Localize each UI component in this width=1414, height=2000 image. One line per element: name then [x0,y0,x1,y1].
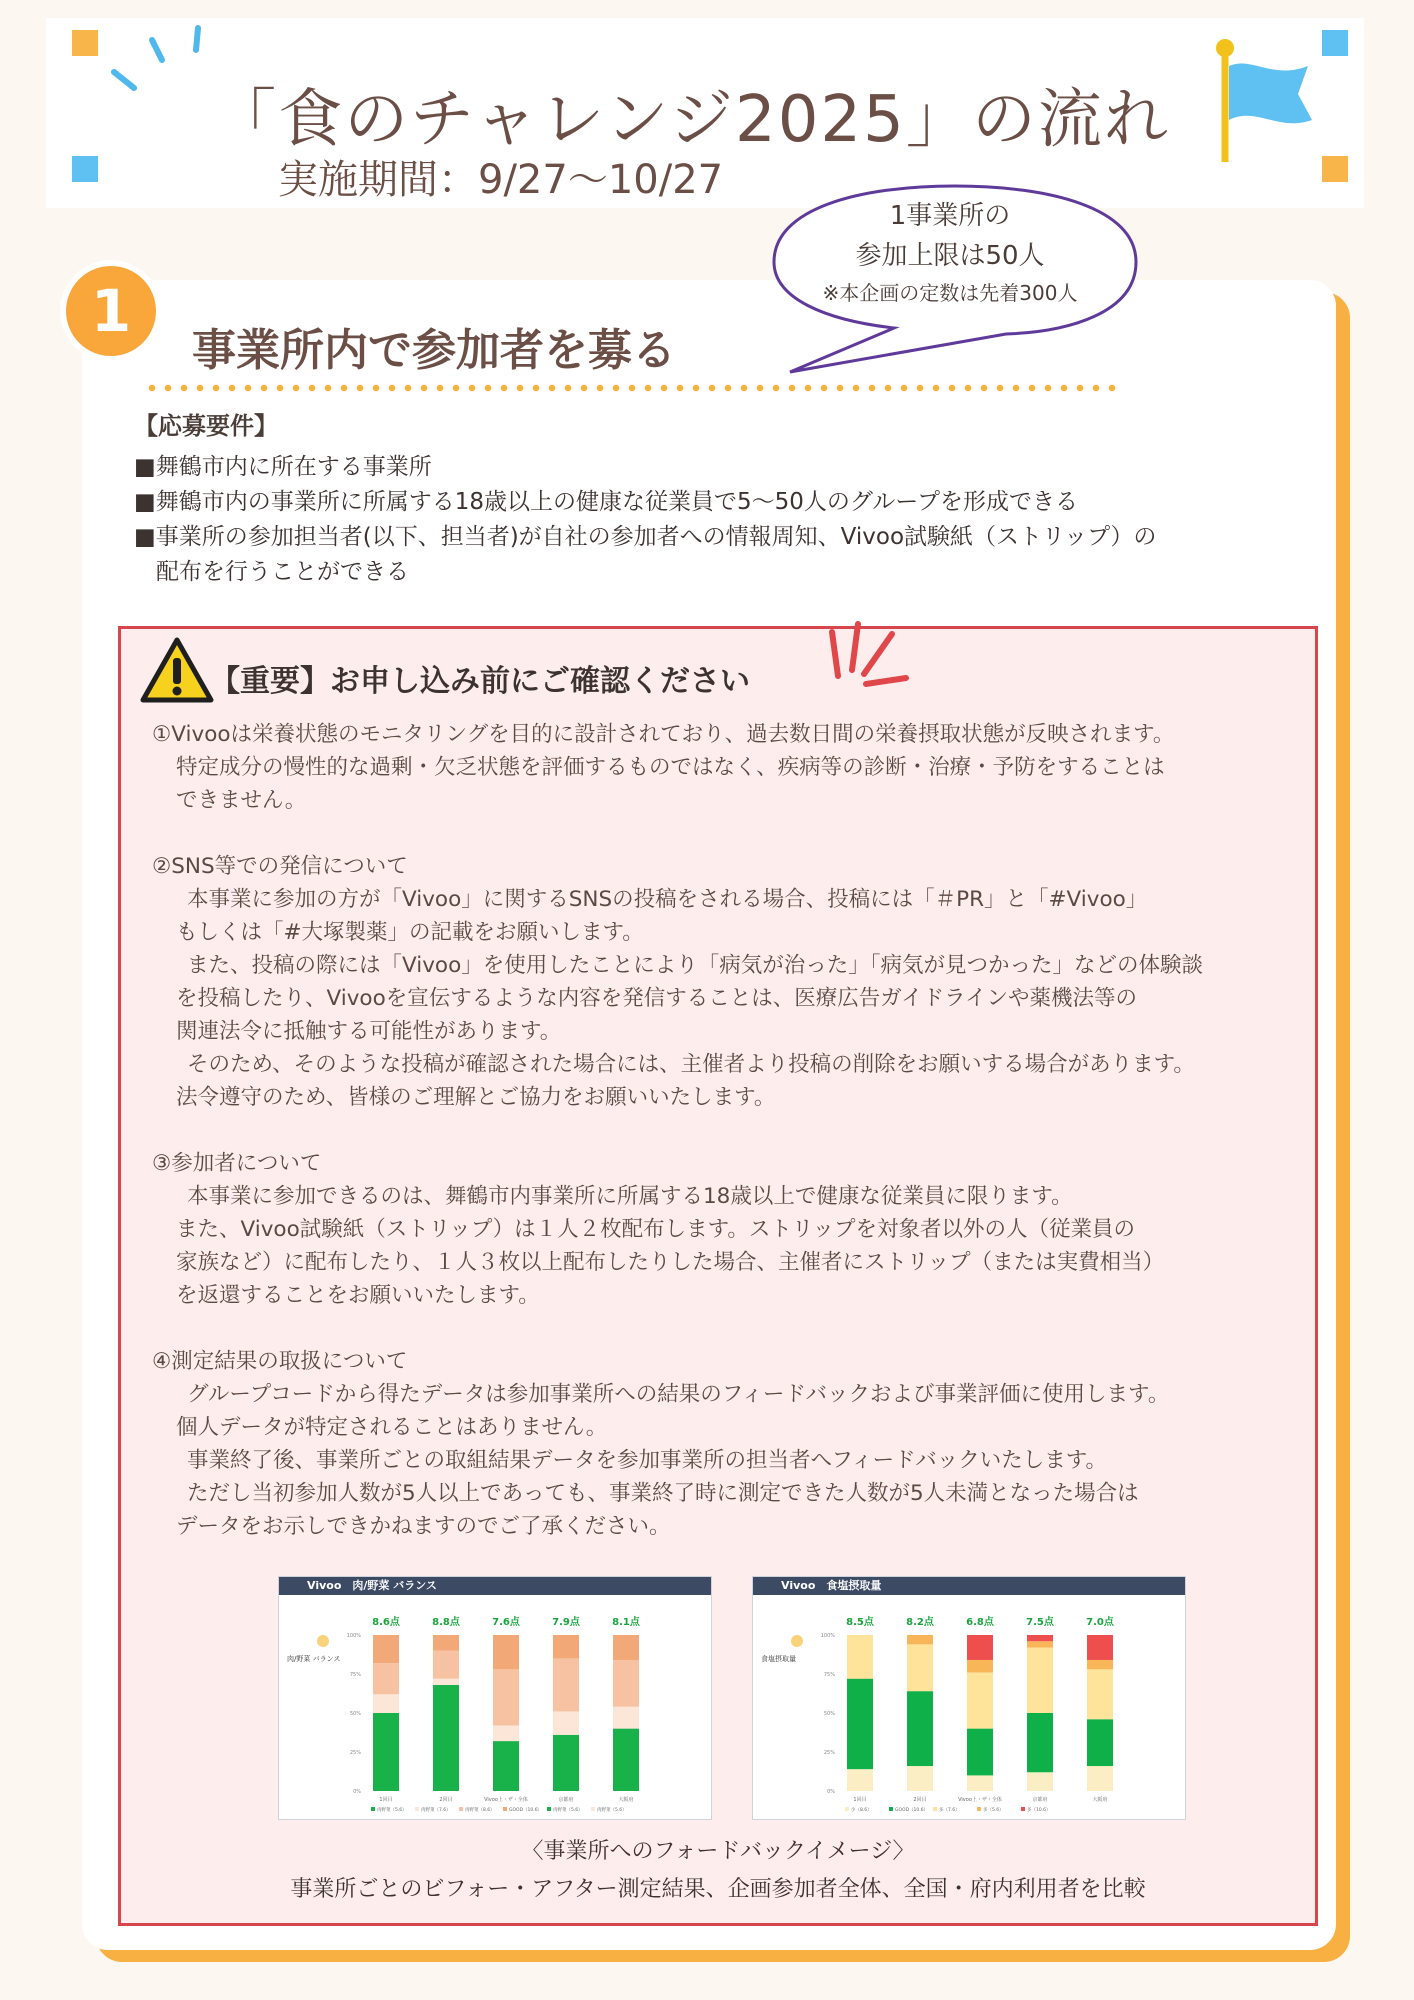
y-tick-label: 25% [349,1750,361,1756]
legend-swatch [503,1807,507,1811]
chart-side-icon [791,1635,803,1647]
bar-segment [967,1672,993,1728]
requirements-list [134,450,1314,590]
bar-score-label: 7.0点 [1086,1617,1114,1628]
bar-score-label: 6.8点 [966,1617,994,1628]
requirements-title: 【応募要件】 [134,412,278,440]
y-tick-label: 50% [349,1711,361,1717]
notice-paragraph: データをお示しできかねますのでご了承ください。 [176,1514,671,1539]
legend-label: GOOD（10.6） [895,1808,929,1813]
notice-paragraph: 個人データが特定されることはありません。 [176,1415,608,1440]
requirement-item: 配布を行うことができる [156,559,409,585]
chart-title: Vivoo 食塩摂取量 [753,1577,1185,1595]
chart-canvas [279,1595,711,1819]
x-tick-label: 1回目 [379,1797,393,1803]
notice-section-1-heading: ①Vivooは栄養状態のモニタリングを目的に設計されており、過去数日間の栄養摂取状態が反映されます。 [152,722,1175,747]
x-tick-label: Vivoo上・ザ・全体 [484,1797,528,1803]
legend-label: 多（10.6） [1027,1808,1051,1813]
page-title: 「食のチャレンジ2025」の流れ [212,83,1170,157]
legend-swatch [591,1807,595,1811]
bar-segment [1027,1635,1053,1641]
chart-side-label: 肉/野菜 バランス [287,1655,341,1663]
bar-segment [553,1711,579,1734]
bar-segment [373,1694,399,1713]
bar-segment [433,1685,459,1791]
x-tick-label: 1回目 [853,1797,867,1803]
requirement-item: ■事業所の参加担当者(以下、担当者)が自社の参加者への情報周知、Vivoo試験紙（ストリップ）の [134,524,1157,550]
y-tick-label: 50% [823,1711,835,1717]
legend-label: 肉野菜（5.6） [553,1808,583,1813]
y-tick-label: 25% [823,1750,835,1756]
bubble-line-1: 1事業所の [889,201,1011,231]
bar-segment [907,1691,933,1766]
notice-paragraph: 特定成分の慢性的な過剰・欠乏状態を評価するものではなく、疾病等の診断・治療・予防をすることは [176,755,1165,780]
notice-body [152,718,1302,1543]
bar-segment [553,1635,579,1658]
bar-segment [907,1635,933,1644]
notice-paragraph: を投稿したり、Vivooを宣伝するような内容を発信することは、医療広告ガイドラインや薬機法等の [176,986,1137,1011]
bubble-line-2: 参加上限は50人 [855,241,1045,271]
bar-segment [553,1735,579,1791]
bar-segment [493,1635,519,1669]
notice-paragraph: ただし当初参加人数が5人以上であっても、事業終了時に測定できた人数が5人未満となった場合は [187,1481,1139,1506]
bar-score-label: 8.1点 [612,1617,640,1628]
legend-label: 肉野菜（7.6） [421,1808,451,1813]
bar-segment [1087,1719,1113,1766]
notice-paragraph: グループコードから得たデータは参加事業所への結果のフィードバックおよび事業評価に使用します。 [187,1382,1170,1407]
x-tick-label: 大阪府 [1092,1797,1108,1803]
legend-swatch [933,1807,937,1811]
bar-segment [553,1658,579,1711]
notice-paragraph: 事業終了後、事業所ごとの取組結果データを参加事業所の担当者へフィードバックいたします。 [187,1448,1107,1473]
notice-title: 【重要】お申し込み前にご確認ください [210,664,750,699]
legend-swatch [459,1807,463,1811]
bar-segment [493,1725,519,1741]
bar-segment [433,1679,459,1685]
chart-salt-intake [752,1576,1186,1820]
bar-score-label: 8.2点 [906,1617,934,1628]
bar-segment [433,1635,459,1651]
bar-score-label: 8.6点 [372,1617,400,1628]
warning-icon [140,636,214,704]
orange-square-deco [1322,156,1348,182]
notice-paragraph: 本事業に参加できるのは、舞鶴市内事業所に所属する18歳以上で健康な従業員に限ります。 [187,1184,1073,1209]
bar-segment [373,1713,399,1791]
legend-label: 肉野菜（5.6） [597,1808,627,1813]
period-text: 実施期間：9/27～10/27 [278,157,724,203]
bar-segment [1087,1635,1113,1660]
bar-segment [907,1644,933,1691]
bar-segment [1087,1669,1113,1719]
bar-segment [847,1635,873,1679]
notice-section-4-heading: ④測定結果の取扱について [152,1349,408,1374]
bar-segment [613,1729,639,1791]
notice-section-3-heading: ③参加者について [152,1151,322,1176]
legend-swatch [845,1807,849,1811]
bar-score-label: 7.9点 [552,1617,580,1628]
flag-icon [1212,36,1320,166]
y-tick-label: 75% [349,1672,361,1678]
notice-section-2-heading: ②SNS等での発信について [152,854,408,879]
bar-segment [907,1766,933,1791]
requirement-item: ■舞鶴市内の事業所に所属する18歳以上の健康な従業員で5～50人のグループを形成できる [134,489,1079,515]
legend-swatch [977,1807,981,1811]
bar-segment [967,1775,993,1791]
requirement-item: ■舞鶴市内に所在する事業所 [134,454,432,480]
emphasis-lines-icon [826,614,910,690]
legend-label: 多（5.6） [983,1808,1004,1813]
legend-swatch [889,1807,893,1811]
notice-paragraph: そのため、そのような投稿が確認された場合には、主催者より投稿の削除をお願いする場合があります。 [187,1052,1195,1077]
bar-segment [493,1741,519,1791]
bubble-line-3: ※本企画の定数は先着300人 [822,281,1078,305]
step-title: 事業所内で参加者を募る [192,325,676,376]
x-tick-label: 大阪府 [618,1797,634,1803]
bar-segment [613,1635,639,1660]
notice-paragraph: 法令遵守のため、皆様のご理解とご協力をお願いいたします。 [176,1085,776,1110]
bar-segment [967,1660,993,1672]
x-tick-label: 2回目 [913,1797,927,1803]
y-tick-label: 0% [827,1789,835,1795]
bar-segment [433,1651,459,1679]
bar-segment [613,1707,639,1729]
chart-side-icon [317,1635,329,1647]
bar-segment [847,1679,873,1769]
legend-label: 肉野菜（5.6） [377,1808,407,1813]
notice-paragraph: 関連法令に抵触する可能性があります。 [176,1019,562,1044]
bar-segment [1027,1647,1053,1713]
notice-paragraph: できません。 [176,788,307,813]
chart-meat-veg-balance [278,1576,712,1820]
blue-square-deco [1322,30,1348,56]
x-tick-label: 2回目 [439,1797,453,1803]
legend-label: 少（8.6） [851,1808,872,1813]
chart-caption-1: 〈事業所へのフォードバックイメージ〉 [521,1839,915,1864]
orange-square-deco [72,30,98,56]
legend-label: GOOD（10.6） [509,1808,543,1813]
notice-paragraph: 本事業に参加の方が「Vivoo」に関するSNSの投稿をされる場合、投稿には「＃PR」と「#Vivoo」 [187,887,1148,912]
bar-score-label: 8.5点 [846,1617,874,1628]
x-tick-label: 京都府 [1032,1797,1048,1803]
legend-swatch [547,1807,551,1811]
step-number: 1 [90,277,132,345]
y-tick-label: 100% [346,1633,361,1639]
bar-segment [493,1669,519,1725]
bar-segment [1087,1660,1113,1669]
chart-side-label: 食塩摂取量 [761,1655,796,1663]
blue-square-deco [72,156,98,182]
x-tick-label: Vivoo上・ザ・全体 [958,1797,1002,1803]
chart-canvas [753,1595,1185,1819]
dotted-divider [144,384,1120,392]
legend-label: 多（7.6） [939,1808,960,1813]
bar-segment [967,1729,993,1776]
y-tick-label: 100% [820,1633,835,1639]
header-banner [46,18,1364,208]
notice-paragraph: また、投稿の際には「Vivoo」を使用したことにより「病気が治った」「病気が見つかった」などの体験談 [187,953,1203,978]
chart-title: Vivoo 肉/野菜 バランス [279,1577,711,1595]
bar-score-label: 7.5点 [1026,1617,1054,1628]
y-tick-label: 0% [353,1789,361,1795]
bar-segment [1027,1641,1053,1647]
bar-segment [1027,1772,1053,1791]
bar-segment [1087,1766,1113,1791]
bar-segment [373,1663,399,1694]
legend-swatch [1021,1807,1025,1811]
notice-paragraph: を返還することをお願いいたします。 [176,1283,540,1308]
x-tick-label: 京都府 [558,1797,574,1803]
notice-paragraph: 家族など）に配布したり、１人３枚以上配布したりした場合、主催者にストリップ（または実費相当） [176,1250,1165,1275]
notice-paragraph: もしくは「#大塚製薬」の記載をお願いします。 [176,920,644,945]
bar-segment [613,1660,639,1707]
bar-segment [1027,1713,1053,1772]
y-tick-label: 75% [823,1672,835,1678]
bubble-text [780,196,1120,310]
notice-paragraph: また、Vivoo試験紙（ストリップ）は１人２枚配布します。ストリップを対象者以外の人（従業員の [176,1217,1136,1242]
legend-label: 肉野菜（8.6） [465,1808,495,1813]
step-number-badge [60,260,162,362]
legend-swatch [371,1807,375,1811]
bar-segment [967,1635,993,1660]
bar-score-label: 8.8点 [432,1617,460,1628]
legend-swatch [415,1807,419,1811]
sparkle-lines-icon [104,20,214,100]
bar-segment [847,1769,873,1791]
bar-segment [373,1635,399,1663]
chart-caption-2: 事業所ごとのビフォー・アフター測定結果、企画参加者全体、全国・府内利用者を比較 [290,1877,1146,1902]
bar-score-label: 7.6点 [492,1617,520,1628]
